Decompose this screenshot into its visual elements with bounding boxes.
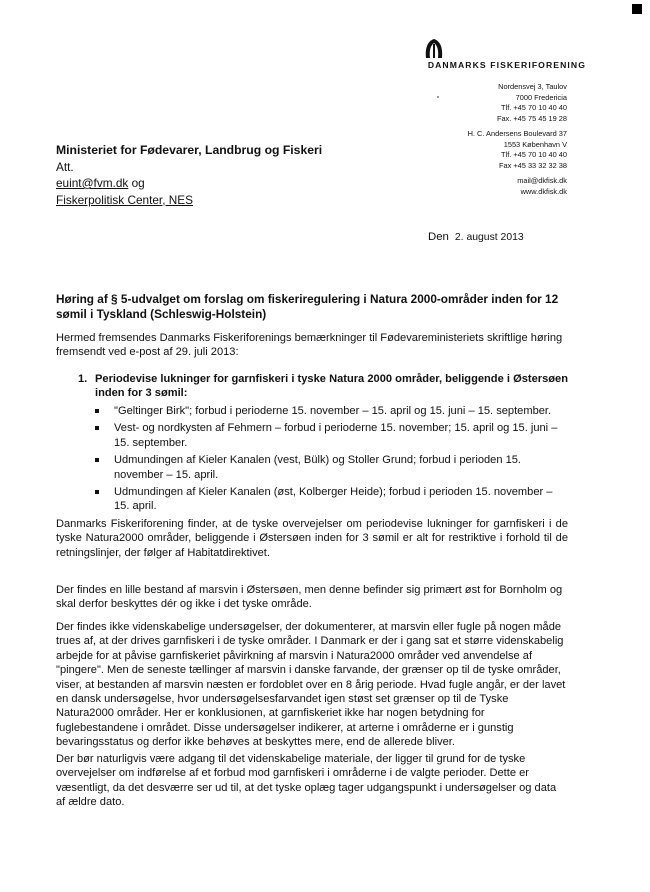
address-block-copenhagen <box>468 129 567 171</box>
list-item: Vest- og nordkysten af Fehmern – forbud i perioderne 15. november; 15. april og 15. juni – 15. september. <box>114 421 568 450</box>
recipient-block <box>56 142 322 208</box>
address-line: 1553 København V <box>503 139 567 149</box>
paragraph-restrictions: Danmarks Fiskeriforening finder, at de tyske overvejelser om periodevise lukninger for garnfiskeri i de tyske Natura2000 områder, beliggende i Østersøen inden for 3 sømil er alt for restriktive i forhold til de retningslinjer, der følger af Habitatdirektivet. <box>56 518 568 559</box>
stray-dot <box>437 96 439 98</box>
closure-list <box>114 404 568 517</box>
paragraph-porpoise-population: Der findes en lille bestand af marsvin i Østersøen, men denne befinder sig primært øst for Bornholm og skal derfor beskyttes dér og ikke i det tyske område. <box>56 584 563 611</box>
date-value: 2. august 2013 <box>454 232 524 243</box>
address-line: Fax +45 33 32 32 38 <box>498 160 567 170</box>
fish-logo-icon <box>423 38 445 60</box>
letter-date <box>428 231 524 243</box>
section-title: Periodevise lukninger for garnfiskeri i tyske Natura 2000 områder, beliggende i Østersøen inden for 3 sømil: <box>95 373 568 400</box>
address-line: Nordensvej 3, Taulov <box>498 82 567 91</box>
address-line: Tlf. +45 70 10 40 40 <box>501 103 567 113</box>
recipient-contact-line <box>56 175 322 192</box>
address-block-taulov <box>497 82 567 124</box>
recipient-email-link[interactable]: euint@fvm.dk <box>56 176 129 190</box>
address-line: H. C. Andersens Boulevard 37 <box>467 129 567 138</box>
recipient-og: og <box>131 176 145 190</box>
intro-paragraph: Hermed fremsendes Danmarks Fiskeriforenings bemærkninger til Fødevareministeriets skriftlige høring fremsendt ved e-post af 29. juli 2013: <box>56 332 563 359</box>
list-item: Udmundingen af Kieler Kanalen (øst, Kolberger Heide); forbud i perioden 15. november – 15. april. <box>114 485 568 514</box>
section-number: 1. <box>78 373 88 385</box>
list-item: "Geltinger Birk"; forbud i perioderne 15. november – 15. april og 15. juni – 15. september. <box>114 404 568 418</box>
corner-mark <box>632 4 642 14</box>
date-prefix: Den <box>428 231 449 243</box>
recipient-org: Ministeriet for Fødevarer, Landbrug og Fiskeri <box>56 143 323 157</box>
list-item: Udmundingen af Kieler Kanalen (vest, Bülk) og Stoller Grund; forbud i perioden 15. november – 15. april. <box>114 453 568 482</box>
address-line: Fax. +45 75 45 19 28 <box>496 113 567 123</box>
recipient-att: Att. <box>56 159 74 174</box>
contact-email: mail@dkfisk.dk <box>517 176 567 185</box>
contact-web: www.dkfisk.dk <box>520 186 567 196</box>
address-line: Tlf. +45 70 10 40 40 <box>501 150 567 160</box>
org-name: DANMARKS FISKERIFORENING <box>427 60 586 70</box>
letter-title: Høring af § 5-udvalget om forslag om fiskeriregulering i Natura 2000-områder inden for 12 sømil i Tyskland (Schleswig-Holstein) <box>56 292 559 321</box>
paragraph-scientific-studies: Der findes ikke videnskabelige undersøgelser, der dokumenterer, at marsvin eller fugle på nogen måde trues af, at der drives garnfiskeri i de tyske områder. I Danmark er der i gang sat et større videnskabelig arbejde for at påvise garnfiskeriet påvirkning af marsvin i Natura2000 områder ved anvendelse af "pingere". Men de seneste tællinger af marsvin i danske farvande, der grænser op til de tyske områder, viser, at bestanden af marsvin næsten er fordoblet over en 8 årig periode. Hvad fugle angår, er der lavet en dansk undersøgelse, hvor undersøgelsesfarvandet igen støst set grænser op til de Tyske Natura2000 områder. Her er konklusionen, at garnfiskeriet ikke har nogen betydning for fuglebestandene i området. Disse undersøgelser indikerer, at arterne i områderne er i gunstig bevaringsstatus og derfor ikke behøves at beskyttes mere, end de allerede bliver. <box>56 621 566 749</box>
contact-block <box>517 176 567 197</box>
section-1-heading <box>78 372 568 401</box>
address-line: 7000 Fredericia <box>515 92 567 102</box>
section-1 <box>78 372 568 401</box>
paragraph-data-access: Der bør naturligvis være adgang til det videnskabelige materiale, der ligger til grund for de tyske overvejelser om indførelse af et forbud mod garnfiskeri i områderne i de valgte perioder. Dette er væsentligt, da det desværre ser ud til, at det tyske oplæg tager udgangspunkt i undersøgelser og data af ældre dato. <box>56 753 557 809</box>
recipient-center: Fiskerpolitisk Center, NES <box>56 192 194 207</box>
